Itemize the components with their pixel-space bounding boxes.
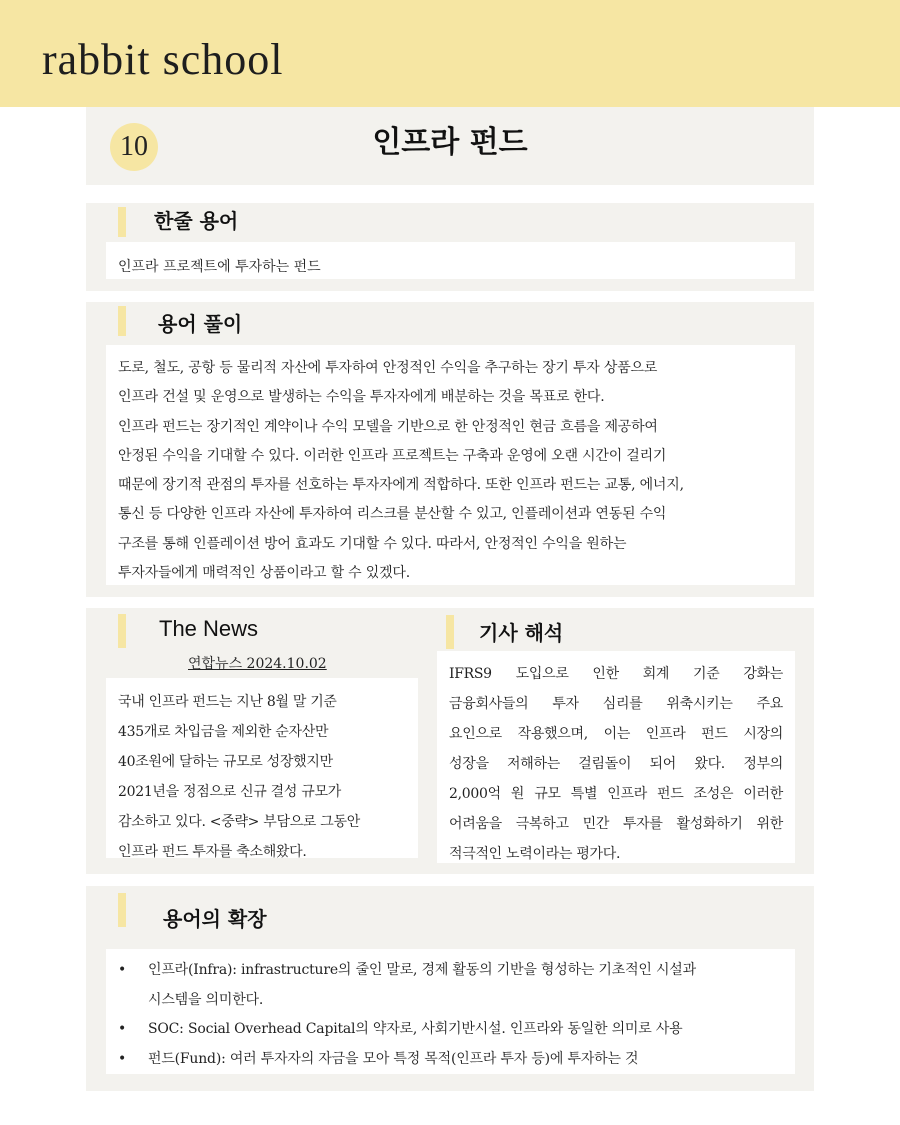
news-heading-bar xyxy=(118,614,126,648)
news-line: 40조원에 달하는 규모로 성장했지만 xyxy=(118,754,333,770)
news-line: 인프라 펀드 투자를 축소해왔다. xyxy=(118,844,307,860)
analysis-line: 2,000억 원 규모 특별 인프라 펀드 조성은 이러한 xyxy=(449,786,783,802)
analysis-heading-bar xyxy=(446,615,454,649)
lesson-number-badge: 10 xyxy=(110,123,158,171)
news-line: 감소하고 있다. <중략> 부담으로 그동안 xyxy=(118,814,360,830)
explanation-line: 통신 등 다양한 인프라 자산에 투자하여 리스크를 분산할 수 있고, 인플레이션과 연동된 수익 xyxy=(118,506,667,523)
bullet-icon: • xyxy=(118,1050,127,1067)
explanation-line: 안정된 수익을 기대할 수 있다. 이러한 인프라 프로젝트는 구축과 운영에 오랜 시간이 걸리기 xyxy=(118,447,667,464)
explanation-line: 투자자들에게 매력적인 상품이라고 할 수 있겠다. xyxy=(118,565,410,582)
extension-heading-bar xyxy=(118,893,126,927)
explanation-line: 인프라 펀드는 장기적인 계약이나 수익 모델을 기반으로 한 안정적인 현금 흐름을 제공하여 xyxy=(118,418,658,435)
definition-text: 인프라 프로젝트에 투자하는 펀드 xyxy=(118,259,321,275)
analysis-line: 요인으로 작용했으며, 이는 인프라 펀드 시장의 xyxy=(449,726,783,742)
definition-heading: 한줄 용어 xyxy=(154,209,239,233)
explanation-heading: 용어 풀이 xyxy=(158,312,243,336)
news-text xyxy=(118,687,360,867)
news-heading: The News xyxy=(159,616,259,641)
news-source-link[interactable]: 연합뉴스 2024.10.02 xyxy=(188,656,327,672)
analysis-heading: 기사 해석 xyxy=(479,621,564,645)
list-item-text: 시스템을 의미한다. xyxy=(148,991,264,1008)
extension-heading: 용어의 확장 xyxy=(163,907,267,931)
bullet-icon: • xyxy=(118,1021,127,1037)
explanation-heading-bar xyxy=(118,306,126,336)
analysis-line: 적극적인 노력이라는 평가다. xyxy=(449,846,621,862)
explanation-line: 도로, 철도, 공항 등 물리적 자산에 투자하여 안정적인 수익을 추구하는 장기 투자 상품으로 xyxy=(118,360,658,376)
page-title: 인프라 펀드 xyxy=(372,125,528,160)
news-line: 국내 인프라 펀드는 지난 8월 말 기준 xyxy=(118,694,337,710)
definition-heading-bar xyxy=(118,207,126,237)
analysis-line: 어려움을 극복하고 민간 투자를 활성화하기 위한 xyxy=(449,816,783,832)
list-item-text: 펀드(Fund): 여러 투자자의 자금을 모아 특정 목적(인프라 투자 등)에 투자하는 것 xyxy=(148,1050,639,1067)
analysis-text xyxy=(449,659,783,869)
news-line: 435개로 차입금을 제외한 순자산만 xyxy=(118,724,329,740)
list-item-text: SOC: Social Overhead Capital의 약자로, 사회기반시설. 인프라와 동일한 의미로 사용 xyxy=(148,1021,683,1037)
analysis-line: 금융회사들의 투자 심리를 위축시키는 주요 xyxy=(449,696,783,712)
header-banner xyxy=(0,0,900,107)
bullet-icon: • xyxy=(118,962,127,978)
news-line: 2021년을 정점으로 신규 결성 규모가 xyxy=(118,784,341,800)
brand-name: rabbit school xyxy=(42,35,284,84)
analysis-line: IFRS9 도입으로 인한 회계 기준 강화는 xyxy=(449,666,783,682)
explanation-line: 인프라 건설 및 운영으로 발생하는 수익을 투자자에게 배분하는 것을 목표로 한다. xyxy=(118,389,605,406)
explanation-text xyxy=(118,354,684,588)
analysis-line: 성장을 저해하는 걸림돌이 되어 왔다. 정부의 xyxy=(449,756,783,772)
explanation-line: 때문에 장기적 관점의 투자를 선호하는 투자자에게 적합하다. 또한 인프라 펀드는 교통, 에너지, xyxy=(118,477,684,494)
list-item-text: 인프라(Infra): infrastructure의 줄인 말로, 경제 활동의 기반을 형성하는 기초적인 시설과 xyxy=(148,962,696,978)
explanation-line: 구조를 통해 인플레이션 방어 효과도 기대할 수 있다. 따라서, 안정적인 수익을 원하는 xyxy=(118,535,627,552)
